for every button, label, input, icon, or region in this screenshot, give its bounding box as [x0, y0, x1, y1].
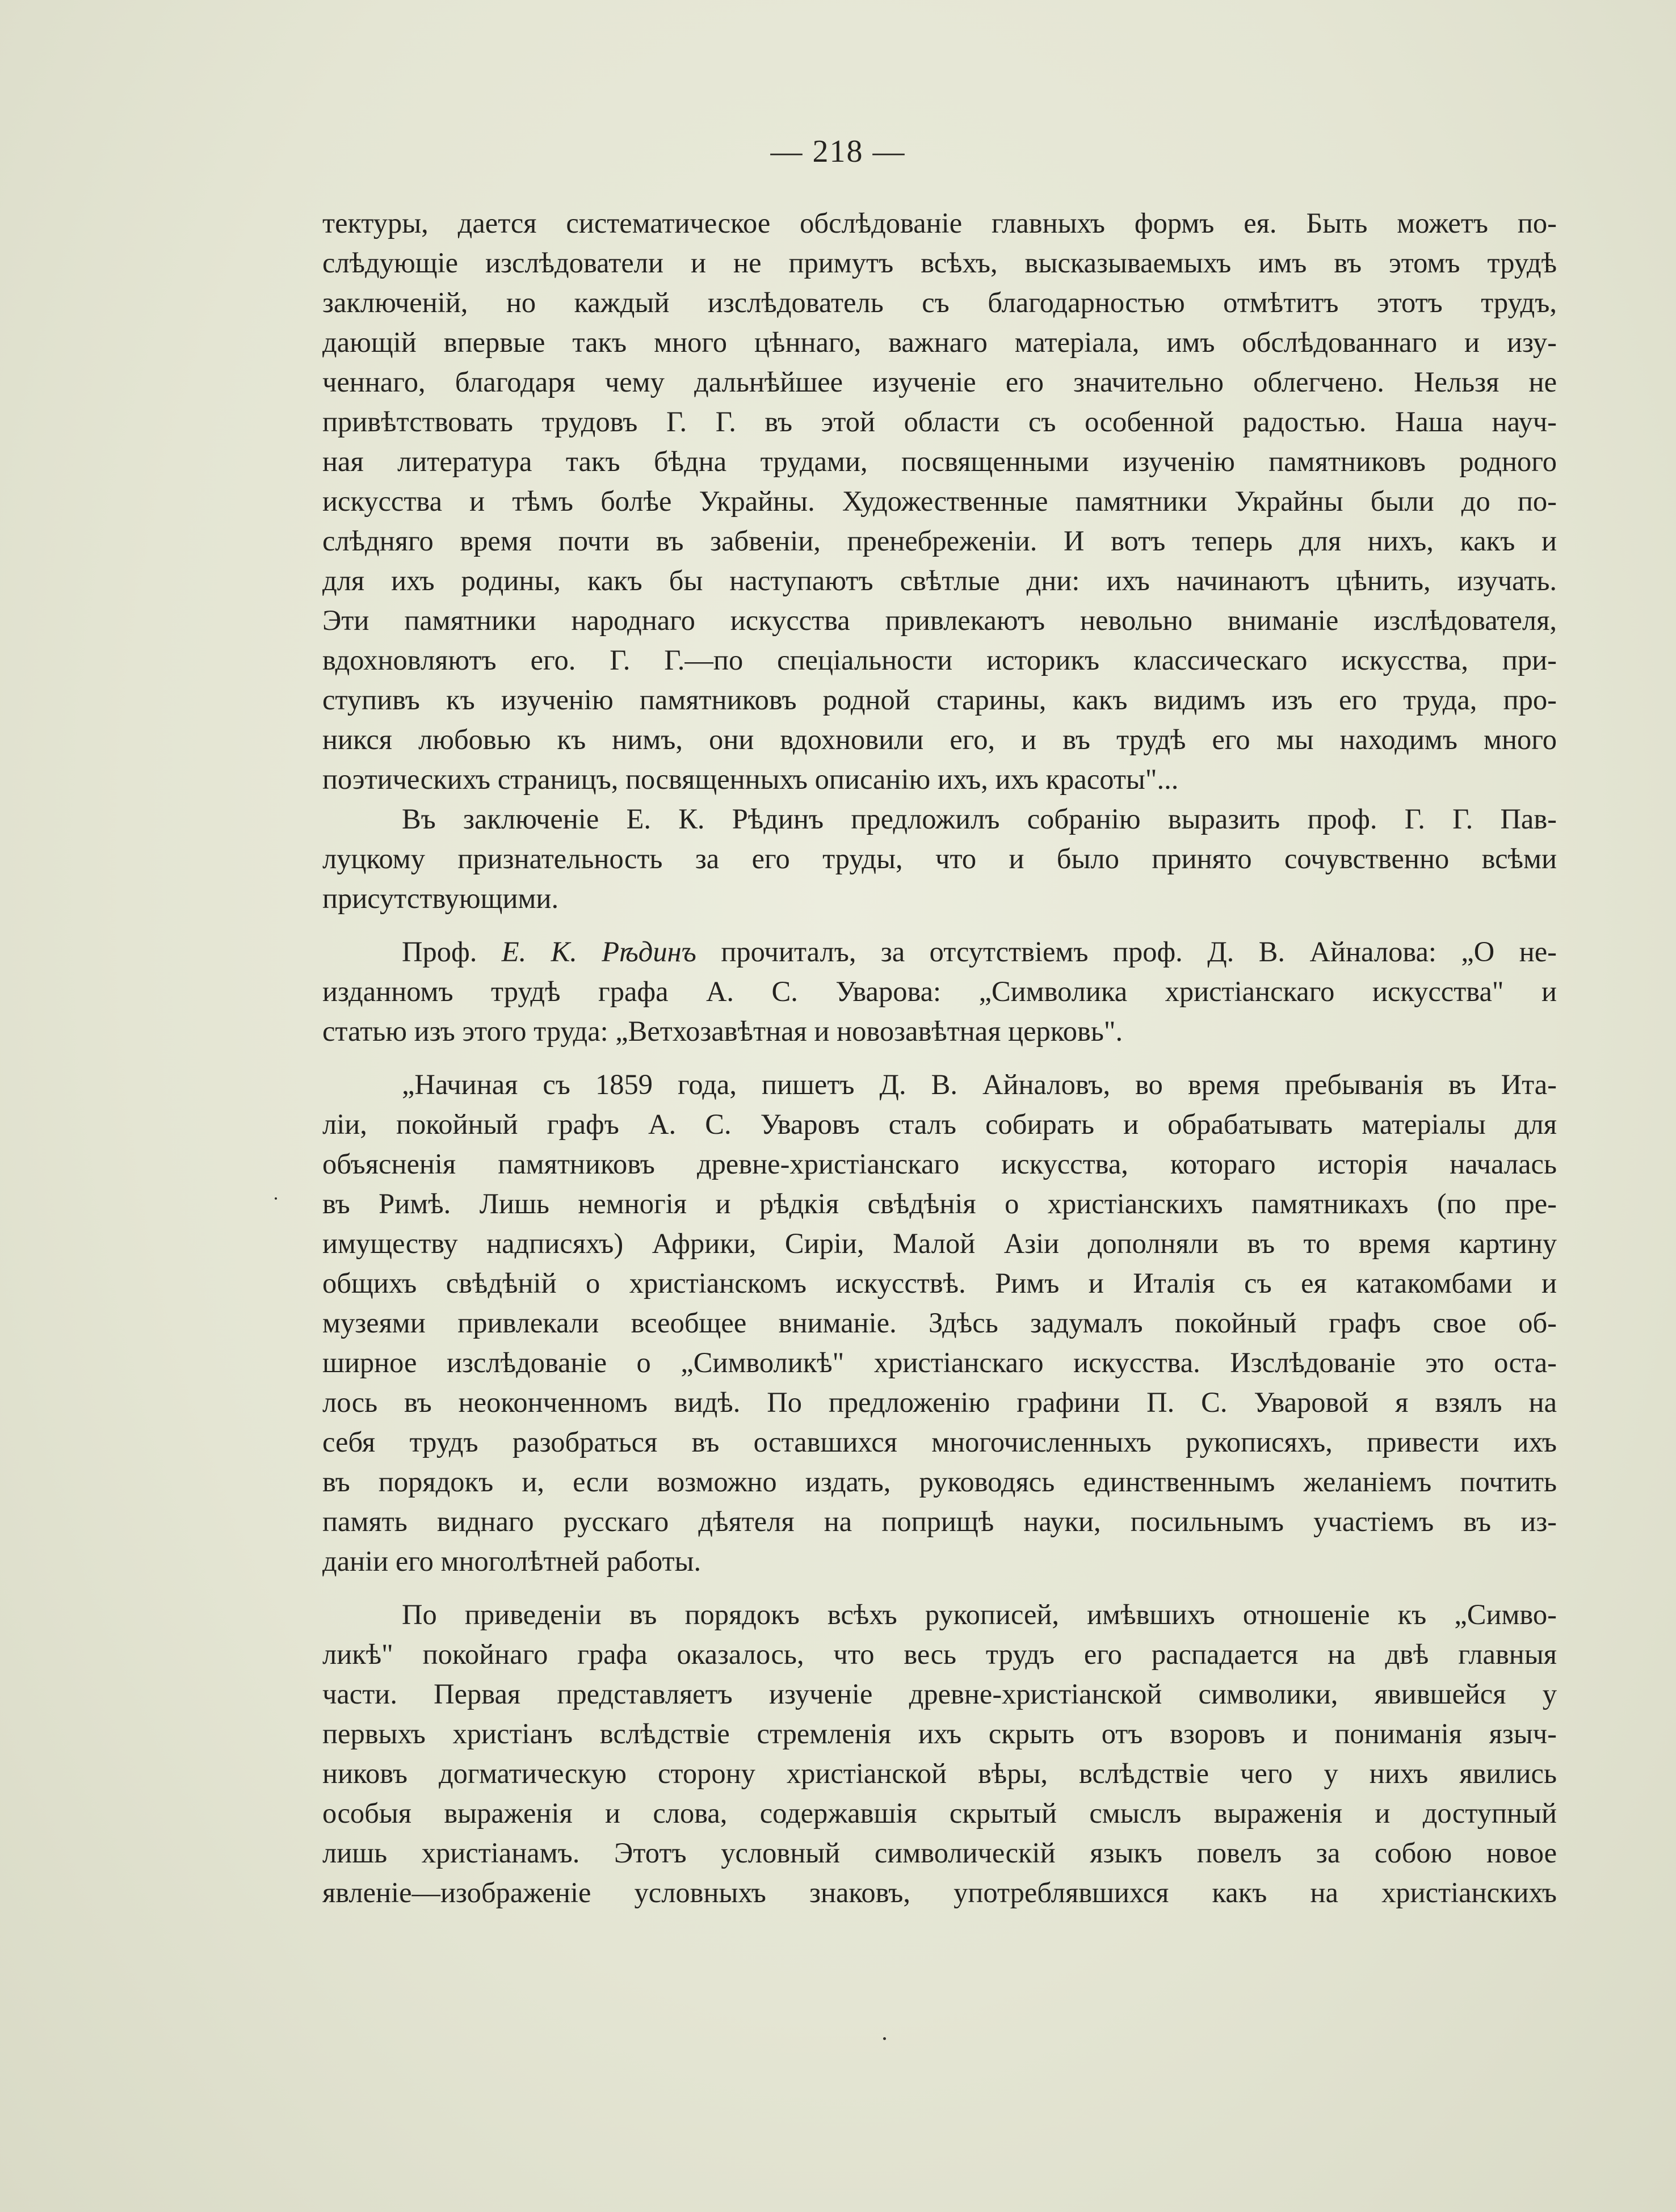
- text-line: привѣтствовать трудовъ Г. Г. въ этой области съ особенной радостью. Наша науч-: [322, 406, 1557, 438]
- text-line: въ порядокъ и, если возможно издать, руководясь единственнымъ желаніемъ почтить: [322, 1466, 1557, 1498]
- paragraph-spacer: [322, 1581, 1557, 1595]
- paragraph-5: [322, 1595, 1557, 1912]
- text-line: части. Первая представляетъ изученіе древне-христіанской символики, явившейся у: [322, 1678, 1557, 1710]
- text-line: [322, 932, 1557, 972]
- text-line: память виднаго русскаго дѣятеля на поприщѣ науки, посильнымъ участіемъ въ из-: [322, 1505, 1557, 1537]
- text-line: никся любовью къ нимъ, они вдохновили его, и въ трудѣ его мы находимъ много: [322, 724, 1557, 755]
- text-line: въ Римѣ. Лишь немногія и рѣдкія свѣдѣнія о христіанскихъ памятникахъ (по пре-: [322, 1188, 1557, 1219]
- text-line: поэтическихъ страницъ, посвященныхъ описанію ихъ, ихъ красоты"...: [322, 763, 1179, 795]
- text-line: искусства и тѣмъ болѣе Украйны. Художественные памятники Украйны были до по-: [322, 485, 1557, 517]
- text-line: статью изъ этого труда: „Ветхозавѣтная и новозавѣтная церковь".: [322, 1015, 1123, 1047]
- paragraph-spacer: [322, 1051, 1557, 1065]
- text-line: музеями привлекали всеобщее вниманіе. Здѣсь задумалъ покойный графъ свое об-: [322, 1307, 1557, 1339]
- paragraph-2: [322, 799, 1557, 918]
- ink-speck: [275, 1197, 277, 1200]
- paragraph-3: [322, 932, 1557, 1051]
- text-line: заключеній, но каждый изслѣдователь съ благодарностью отмѣтитъ этотъ трудъ,: [322, 287, 1557, 318]
- text-line: лось въ неоконченномъ видѣ. По предложенію графини П. С. Уваровой я взялъ на: [322, 1386, 1557, 1418]
- text-line: ченнаго, благодаря чему дальнѣйшее изученіе его значительно облегчено. Нельзя не: [322, 366, 1557, 398]
- text-line: дающій впервые такъ много цѣннаго, важнаго матеріала, имъ обслѣдованнаго и изу-: [322, 326, 1557, 358]
- text-line: вдохновляютъ его. Г. Г.—по спеціальности историкъ классическаго искусства, при-: [322, 644, 1557, 676]
- paragraph-1: [322, 203, 1557, 799]
- italic-name: Е. К. Рѣдинъ: [501, 936, 696, 968]
- text-line: явленіе—изображеніе условныхъ знаковъ, употреблявшихся какъ на христіанскихъ: [322, 1877, 1557, 1908]
- text-line: первыхъ христіанъ вслѣдствіе стремленія ихъ скрыть отъ взоровъ и пониманія языч-: [322, 1718, 1557, 1750]
- text-line: никовъ догматическую сторону христіанской вѣры, вслѣдствіе чего у нихъ явились: [322, 1757, 1557, 1789]
- text-line: общихъ свѣдѣній о христіанскомъ искусствѣ. Римъ и Италія съ ея катакомбами и: [322, 1267, 1557, 1299]
- text-line: ліи, покойный графъ А. С. Уваровъ сталъ собирать и обрабатывать матеріалы для: [322, 1108, 1557, 1140]
- line-rest: прочиталъ, за отсутствіемъ проф. Д. В. Айналова: „О не-: [696, 936, 1557, 968]
- text-line: Эти памятники народнаго искусства привлекаютъ невольно вниманіе изслѣдователя,: [322, 604, 1557, 636]
- text-line: имуществу надписяхъ) Африки, Сиріи, Малой Азіи дополняли въ то время картину: [322, 1227, 1557, 1259]
- text-line: особыя выраженія и слова, содержавшія скрытый смыслъ выраженія и доступный: [322, 1797, 1557, 1829]
- text-line: слѣдняго время почти въ забвеніи, пренебреженіи. И вотъ теперь для нихъ, какъ и: [322, 525, 1557, 557]
- text-line: ликѣ" покойнаго графа оказалось, что весь трудъ его распадается на двѣ главныя: [322, 1638, 1557, 1670]
- page-number: — 218 —: [770, 134, 906, 169]
- text-line: ступивъ къ изученію памятниковъ родной старины, какъ видимъ изъ его труда, про-: [322, 684, 1557, 716]
- text-line: ная литература такъ бѣдна трудами, посвященными изученію памятниковъ родного: [322, 445, 1557, 477]
- text-line: присутствующими.: [322, 882, 559, 914]
- text-line: ширное изслѣдованіе о „Символикѣ" христіанскаго искусства. Изслѣдованіе это оста-: [322, 1347, 1557, 1378]
- body-text: [322, 203, 1557, 1912]
- text-line: „Начиная съ 1859 года, пишетъ Д. В. Айналовъ, во время пребыванія въ Ита-: [402, 1069, 1557, 1100]
- text-line: объясненія памятниковъ древне-христіанскаго искусства, котораго исторія началась: [322, 1148, 1557, 1180]
- text-line: лишь христіанамъ. Этотъ условный символическій языкъ повелъ за собою новое: [322, 1837, 1557, 1869]
- text-line: По приведеніи въ порядокъ всѣхъ рукописей, имѣвшихъ отношеніе къ „Симво-: [402, 1599, 1557, 1630]
- paragraph-spacer: [322, 918, 1557, 932]
- ink-speck: [883, 2037, 886, 2040]
- text-line: для ихъ родины, какъ бы наступаютъ свѣтлые дни: ихъ начинаютъ цѣнить, изучать.: [322, 565, 1557, 596]
- text-line: Въ заключеніе Е. К. Рѣдинъ предложилъ собранію выразить проф. Г. Г. Пав-: [402, 803, 1557, 835]
- text-line: даніи его многолѣтней работы.: [322, 1545, 702, 1577]
- text-line: тектуры, дается систематическое обслѣдованіе главныхъ формъ ея. Быть можетъ по-: [322, 207, 1557, 239]
- paragraph-4: [322, 1065, 1557, 1581]
- text-line: луцкому признательность за его труды, что и было принято сочувственно всѣми: [322, 843, 1557, 874]
- text-line: изданномъ трудѣ графа А. С. Уварова: „Символика христіанскаго искусства" и: [322, 975, 1557, 1007]
- text-line: себя трудъ разобраться въ оставшихся многочисленныхъ рукописяхъ, привести ихъ: [322, 1426, 1557, 1458]
- lead-text: Проф.: [402, 936, 502, 968]
- text-line: слѣдующіе изслѣдователи и не примутъ всѣхъ, высказываемыхъ имъ въ этомъ трудѣ: [322, 247, 1557, 279]
